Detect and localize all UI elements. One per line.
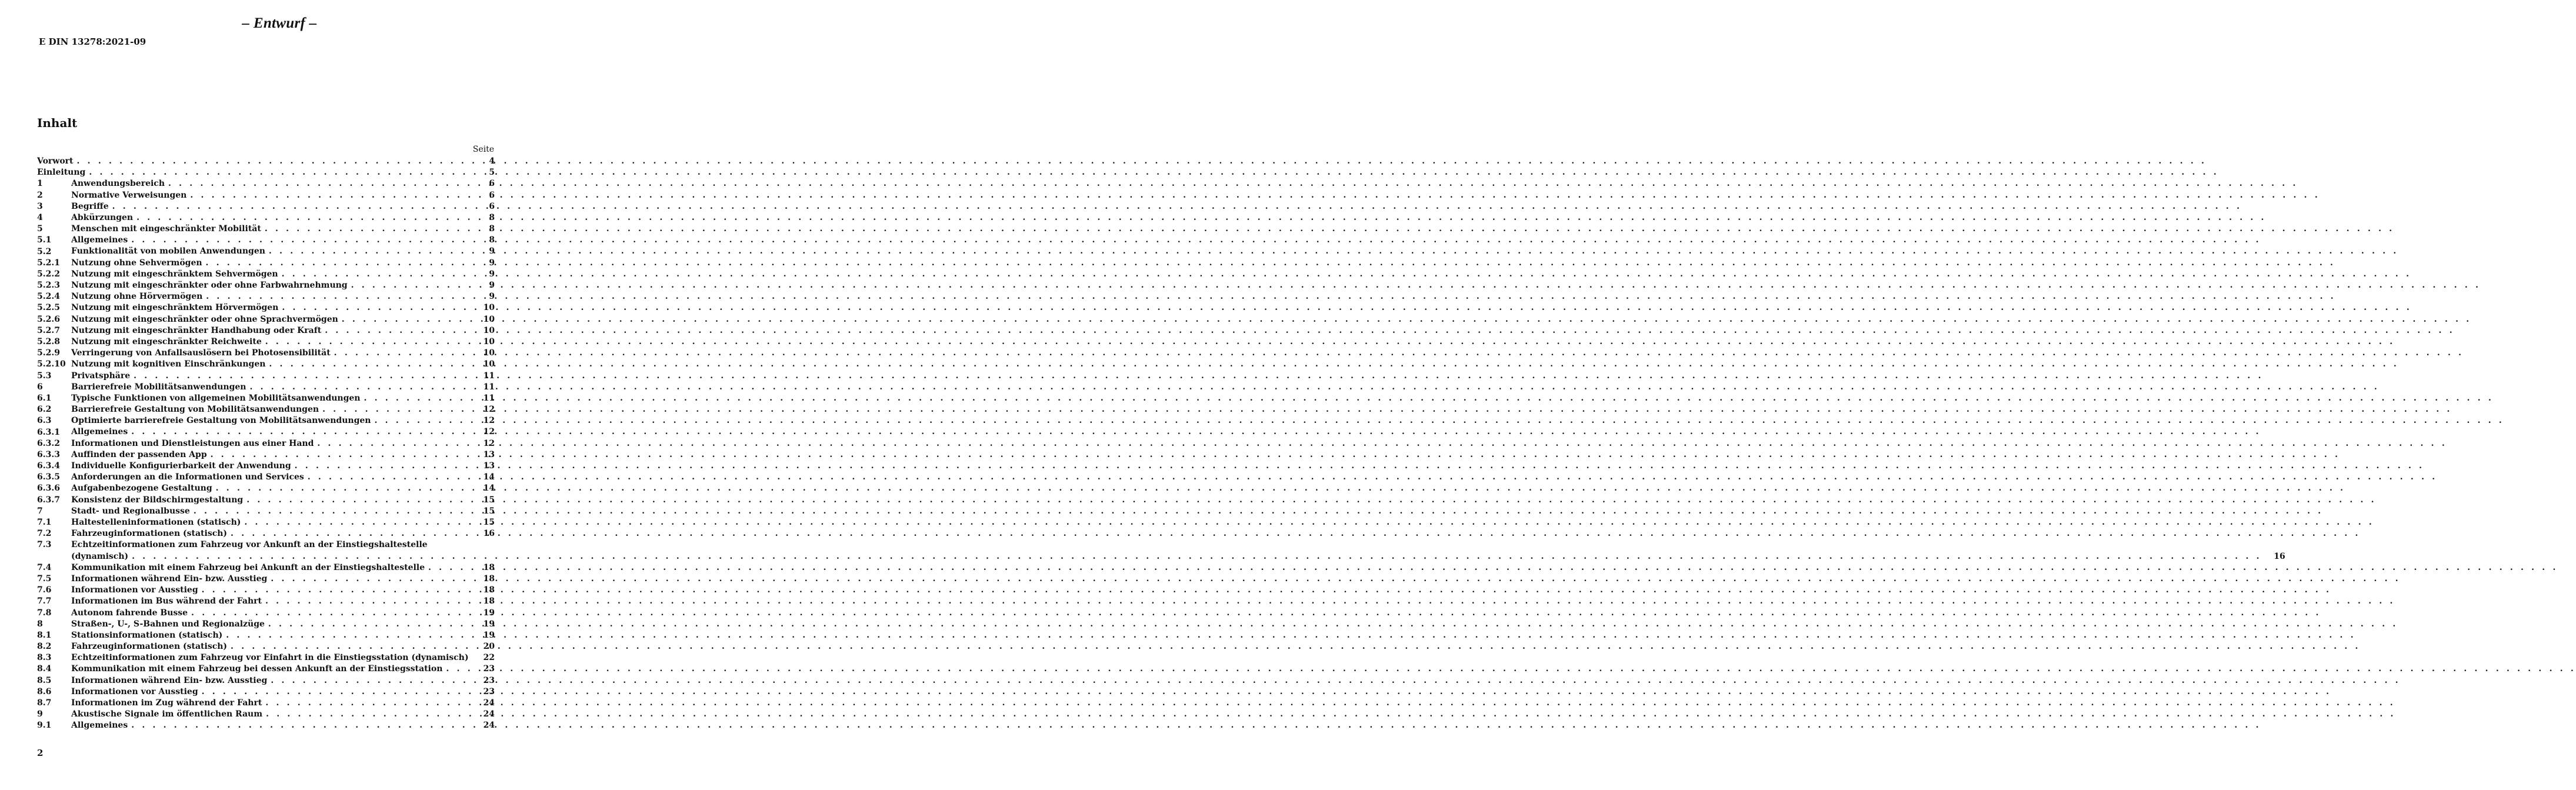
toc-entry-title: Privatsphäre — [71, 371, 131, 381]
toc-leader-dots — [206, 291, 2336, 302]
toc-entry-number: 7.3 — [37, 540, 52, 550]
toc-leader-dots — [249, 382, 2380, 393]
toc-leader-dots — [322, 404, 2452, 415]
toc-entry-page: 10 — [483, 359, 495, 369]
toc-entry-number: 8.4 — [37, 664, 52, 674]
toc-entry[interactable] — [37, 325, 495, 336]
toc-leader-dots — [202, 585, 2332, 596]
toc-entry-title: Normative Verweisungen — [71, 190, 187, 200]
toc-entry-number: 6 — [37, 382, 43, 392]
toc-entry-number: 5.2.3 — [37, 281, 60, 291]
toc-entry[interactable] — [37, 608, 495, 619]
toc-entry[interactable] — [37, 472, 495, 483]
toc-entry-title: Allgemeines — [71, 427, 128, 437]
toc-entry-title: Funktionalität von mobilen Anwendungen — [71, 246, 265, 256]
toc-entry-page: 18 — [483, 585, 495, 595]
toc-entry-page: 24 — [483, 698, 495, 708]
toc-entry-title: Informationen während Ein- bzw. Ausstieg — [71, 574, 268, 584]
toc-entry[interactable] — [37, 562, 495, 574]
toc-entry-page: 10 — [483, 348, 495, 358]
toc-entry[interactable] — [37, 698, 495, 709]
toc-leader-dots — [191, 608, 2321, 619]
toc-entry-title: Abkürzungen — [71, 212, 134, 222]
toc-entry[interactable] — [37, 291, 495, 302]
toc-leader-dots — [295, 461, 2425, 472]
toc-entry-number: 8.2 — [37, 642, 52, 652]
toc-entry-number: 8.7 — [37, 698, 52, 708]
toc-entry-page: 8 — [489, 212, 495, 222]
toc-leader-dots — [202, 686, 2332, 698]
toc-entry-number: 8 — [37, 619, 43, 629]
toc-entry-title: Einleitung — [37, 168, 86, 178]
toc-entry[interactable] — [37, 336, 495, 348]
toc-entry-title: Konsistenz der Bildschirmgestaltung — [71, 495, 244, 505]
toc-entry-title: Straßen-, U-, S-Bahnen und Regionalzüge — [71, 619, 265, 629]
toc-entry[interactable] — [37, 382, 495, 393]
toc-entry-number: 7.7 — [37, 596, 52, 606]
toc-leader-dots — [334, 348, 2464, 359]
toc-entry-page: 23 — [483, 664, 495, 674]
toc-entry-page: 11 — [483, 382, 495, 392]
toc-leader-dots — [268, 619, 2398, 630]
toc-entry-page: 18 — [483, 562, 495, 572]
toc-entry-page: 18 — [483, 574, 495, 584]
toc-entry[interactable] — [37, 212, 495, 224]
toc-leader-dots — [308, 472, 2438, 483]
toc-entry-number: 6.3.5 — [37, 472, 60, 482]
toc-entry-title: Menschen mit eingeschränkter Mobilität — [71, 224, 261, 234]
toc-leader-dots — [206, 258, 2336, 269]
toc-entry-page: 19 — [483, 608, 495, 618]
toc-entry[interactable] — [37, 201, 495, 212]
toc-entry-title: Nutzung mit eingeschränkter Reichweite — [71, 336, 262, 346]
toc-entry-title: Vorwort — [37, 156, 74, 166]
toc-entry-number: 7 — [37, 506, 43, 516]
toc-entry-number: 6.3.2 — [37, 438, 60, 448]
toc-entry[interactable] — [37, 190, 495, 201]
toc-entry[interactable] — [37, 619, 495, 630]
toc-leader-dots — [351, 280, 2481, 291]
toc-entry-title: Anwendungsbereich — [71, 179, 165, 189]
toc-leader-dots — [269, 246, 2399, 257]
toc-entry-number: 5.2.2 — [37, 269, 60, 279]
toc-entry[interactable] — [37, 483, 495, 494]
toc-leader-dots — [374, 415, 2504, 426]
toc-entry-number: 6.2 — [37, 405, 52, 415]
toc-entry-title: Optimierte barrierefreie Gestaltung von Mobilitätsanwendungen — [71, 416, 371, 426]
table-of-contents — [37, 156, 2285, 732]
toc-entry-page: 22 — [483, 653, 495, 663]
toc-entry-page: 8 — [489, 235, 495, 245]
toc-leader-dots — [216, 483, 2346, 494]
toc-entry[interactable] — [37, 630, 495, 641]
toc-entry-number: 3 — [37, 201, 43, 211]
toc-entry-number: 1 — [37, 179, 43, 189]
toc-entry-title: Nutzung mit eingeschränkter Handhabung oder Kraft — [71, 325, 322, 335]
toc-entry[interactable] — [37, 438, 495, 449]
page-column-label: Seite — [472, 145, 494, 154]
toc-leader-dots — [131, 235, 2261, 246]
toc-entry-title: Allgemeines — [71, 235, 128, 245]
toc-entry-title: Individuelle Konfigurierbarkeit der Anwendung — [71, 461, 291, 471]
toc-leader-dots — [282, 302, 2412, 314]
toc-entry-title: Fahrzeuginformationen (statisch) — [71, 642, 228, 652]
toc-entry[interactable] — [37, 517, 495, 528]
toc-entry-page: 4 — [489, 156, 495, 166]
toc-entry-page: 11 — [483, 371, 495, 381]
toc-leader-dots — [226, 630, 2356, 641]
toc-entry[interactable] — [37, 415, 495, 426]
toc-leader-dots — [271, 574, 2401, 585]
toc-entry[interactable] — [37, 167, 495, 178]
toc-entry-title: Informationen während Ein- bzw. Ausstieg — [71, 675, 268, 685]
toc-leader-dots — [265, 596, 2395, 607]
toc-entry-title: Fahrzeuginformationen (statisch) — [71, 529, 228, 539]
toc-leader-dots — [269, 359, 2399, 370]
toc-entry-number: 5.3 — [37, 371, 52, 381]
toc-entry-number: 6.3.4 — [37, 461, 60, 471]
toc-entry-number: 9 — [37, 709, 43, 719]
toc-entry-title: Autonom fahrende Busse — [71, 608, 188, 618]
toc-entry-title: Informationen vor Ausstieg — [71, 686, 198, 696]
toc-entry[interactable] — [37, 302, 495, 314]
toc-entry-number: 4 — [37, 212, 43, 222]
toc-entry-page: 10 — [483, 314, 495, 324]
toc-entry-page: 9 — [489, 292, 495, 302]
toc-entry-title: Haltestelleninformationen (statisch) — [71, 517, 241, 527]
toc-entry-number: 5.2.4 — [37, 292, 60, 302]
toc-entry-number: 7.5 — [37, 574, 52, 584]
toc-entry-page: 19 — [483, 630, 495, 640]
toc-entry[interactable] — [37, 224, 495, 235]
toc-entry-page: 10 — [483, 336, 495, 346]
toc-entry[interactable] — [37, 280, 495, 291]
toc-entry-page: 24 — [483, 709, 495, 719]
toc-leader-dots — [446, 664, 2576, 675]
toc-entry[interactable] — [37, 246, 495, 258]
toc-entry-title: Echtzeitinformationen zum Fahrzeug vor Einfahrt in die Einstiegsstation (dynamisch) — [71, 653, 469, 663]
toc-heading: Inhalt — [37, 116, 78, 130]
toc-entry-page: 9 — [489, 258, 495, 268]
toc-entry-page: 15 — [483, 495, 495, 505]
toc-entry-title: Nutzung mit eingeschränkter oder ohne Sprachvermögen — [71, 314, 338, 324]
toc-entry-page: 12 — [483, 416, 495, 426]
toc-leader-dots — [325, 325, 2455, 336]
toc-entry-number: 5.2.5 — [37, 303, 60, 313]
toc-entry[interactable] — [37, 539, 2285, 562]
toc-entry[interactable] — [37, 506, 495, 517]
toc-leader-dots — [231, 528, 2361, 539]
toc-entry-title: Akustische Signale im öffentlichen Raum — [71, 709, 263, 719]
toc-entry-number: 2 — [37, 190, 43, 200]
toc-leader-dots — [342, 314, 2472, 325]
toc-entry-page: 12 — [483, 438, 495, 448]
toc-entry-page: 8 — [489, 224, 495, 234]
footer-page-number: 2 — [37, 748, 44, 758]
toc-entry-number: 7.4 — [37, 562, 52, 572]
toc-entry-page: 15 — [483, 517, 495, 527]
toc-entry[interactable] — [37, 709, 495, 720]
toc-entry-page: 13 — [483, 449, 495, 459]
toc-entry-number: 8.6 — [37, 686, 52, 696]
toc-entry-page: 23 — [483, 675, 495, 685]
toc-entry-number: 8.5 — [37, 675, 52, 685]
toc-entry-number: 6.3.7 — [37, 495, 60, 505]
toc-leader-dots — [194, 506, 2324, 517]
document-id: E DIN 13278:2021-09 — [39, 36, 146, 47]
toc-entry[interactable] — [37, 596, 495, 607]
toc-entry-title: Barrierefreie Mobilitätsanwendungen — [71, 382, 246, 392]
toc-leader-dots — [132, 551, 2262, 562]
toc-entry[interactable] — [37, 664, 495, 675]
toc-entry[interactable] — [37, 404, 495, 415]
toc-entry-title: Informationen im Zug während der Fahrt — [71, 698, 262, 708]
toc-entry[interactable] — [37, 495, 495, 506]
toc-entry-title: Anforderungen an die Informationen und Services — [71, 472, 304, 482]
toc-entry-number: 6.3.3 — [37, 449, 60, 459]
toc-entry-page: 23 — [483, 686, 495, 696]
toc-entry-page: 16 — [483, 529, 495, 539]
toc-entry[interactable] — [37, 371, 495, 382]
toc-entry[interactable] — [37, 359, 495, 370]
toc-entry-page: 12 — [483, 427, 495, 437]
toc-entry-page: 18 — [483, 596, 495, 606]
toc-entry-number: 6.3 — [37, 416, 52, 426]
toc-entry-title: Aufgabenbezogene Gestaltung — [71, 484, 212, 494]
toc-leader-dots — [77, 156, 2207, 167]
toc-entry-number: 5.2.6 — [37, 314, 60, 324]
toc-entry[interactable] — [37, 156, 495, 167]
toc-entry-page: 14 — [483, 472, 495, 482]
toc-entry-number: 5.2.1 — [37, 258, 60, 268]
toc-entry-title: Informationen im Bus während der Fahrt — [71, 596, 262, 606]
toc-entry-title: Nutzung mit eingeschränkter oder ohne Farbwahrnehmung — [71, 281, 348, 291]
toc-entry-title: Stadt- und Regionalbusse — [71, 506, 190, 516]
toc-entry[interactable] — [37, 686, 495, 698]
toc-entry-number: 7.8 — [37, 608, 52, 618]
toc-entry-page: 11 — [483, 393, 495, 403]
toc-entry[interactable] — [37, 348, 495, 359]
toc-entry-title: Begriffe — [71, 201, 109, 211]
toc-entry-page: 9 — [489, 246, 495, 256]
toc-leader-dots — [131, 720, 2261, 731]
toc-leader-dots — [211, 449, 2341, 461]
toc-leader-dots — [136, 212, 2267, 224]
toc-entry-title: Typische Funktionen von allgemeinen Mobilitätsanwendungen — [71, 393, 361, 403]
toc-entry-page: 12 — [483, 405, 495, 415]
toc-leader-dots — [265, 224, 2395, 235]
toc-entry[interactable] — [37, 178, 495, 189]
toc-entry-title: Informationen vor Ausstieg — [71, 585, 198, 595]
toc-entry-number: 7.1 — [37, 518, 52, 527]
toc-entry-title: Nutzung mit eingeschränktem Hörvermögen — [71, 303, 279, 313]
toc-entry-title: Nutzung ohne Hörvermögen — [71, 292, 203, 302]
toc-entry[interactable] — [37, 269, 495, 280]
toc-entry-title: Nutzung ohne Sehvermögen — [71, 258, 202, 268]
toc-entry-page: 6 — [489, 201, 495, 211]
toc-entry-number: 5.1 — [37, 235, 52, 245]
toc-entry-page: 10 — [483, 303, 495, 313]
toc-entry-number: 6.3.1 — [37, 427, 60, 437]
toc-leader-dots — [265, 698, 2395, 709]
toc-entry-page: 6 — [489, 190, 495, 200]
toc-leader-dots — [244, 517, 2374, 528]
toc-entry-title: Verringerung von Anfallsauslösern bei Photosensibilität — [71, 348, 331, 358]
toc-entry[interactable] — [37, 314, 495, 325]
toc-entry-number: 7.6 — [37, 585, 52, 595]
toc-leader-dots — [246, 495, 2377, 506]
toc-entry[interactable] — [37, 461, 495, 472]
toc-entry-title: Stationsinformationen (statisch) — [71, 630, 223, 640]
toc-entry-page: 9 — [489, 281, 495, 291]
toc-entry[interactable] — [37, 641, 495, 652]
toc-entry-page: 9 — [489, 269, 495, 279]
toc-entry[interactable] — [37, 393, 495, 404]
toc-entry-number: 5.2.10 — [37, 359, 66, 369]
toc-leader-dots — [190, 190, 2320, 201]
toc-leader-dots — [271, 675, 2401, 686]
toc-entry-page: 20 — [483, 642, 495, 652]
toc-entry-title: Barrierefreie Gestaltung von Mobilitätsanwendungen — [71, 405, 319, 415]
toc-entry-title: Informationen und Dienstleistungen aus einer Hand — [71, 438, 314, 448]
toc-entry-title: Kommunikation mit einem Fahrzeug bei Ankunft an der Einstiegshaltestelle — [71, 562, 425, 572]
toc-entry-number: 5.2.9 — [37, 348, 60, 358]
toc-entry-number: 6.3.6 — [37, 484, 60, 494]
toc-entry[interactable] — [37, 449, 495, 461]
toc-entry-title: Auffinden der passenden App — [71, 449, 207, 459]
toc-leader-dots — [131, 426, 2261, 438]
toc-entry-page: 13 — [483, 461, 495, 471]
toc-entry-title: Allgemeines — [71, 721, 128, 731]
toc-entry[interactable] — [37, 720, 495, 731]
toc-entry[interactable] — [37, 427, 495, 438]
toc-leader-dots — [428, 562, 2558, 574]
toc-leader-dots — [231, 641, 2361, 652]
toc-leader-dots — [317, 438, 2447, 449]
toc-entry[interactable] — [37, 585, 495, 596]
toc-entry[interactable] — [37, 652, 495, 664]
toc-entry-page: 16 — [2274, 551, 2285, 561]
toc-leader-dots — [266, 709, 2396, 720]
toc-entry-number: 8.1 — [37, 630, 52, 640]
draft-label: – Entwurf – — [242, 15, 317, 31]
toc-leader-dots — [364, 393, 2494, 404]
toc-entry-number: 7.2 — [37, 529, 52, 539]
toc-entry-title: Nutzung mit eingeschränktem Sehvermögen — [71, 269, 278, 279]
toc-leader-dots — [265, 336, 2395, 348]
toc-entry[interactable] — [37, 235, 495, 246]
toc-leader-dots — [112, 201, 2242, 212]
toc-entry-number: 5.2.8 — [37, 337, 60, 346]
toc-entry-title: Kommunikation mit einem Fahrzeug bei dessen Ankunft an der Einstiegsstation — [71, 664, 443, 674]
toc-entry[interactable] — [37, 528, 495, 539]
toc-entry-page: 10 — [483, 325, 495, 335]
toc-entry-number: 5.2 — [37, 246, 52, 256]
toc-entry-number: 5 — [37, 224, 43, 234]
toc-leader-dots — [89, 167, 2219, 178]
toc-entry-title-continued: (dynamisch) — [71, 551, 129, 561]
toc-entry-number: 9.1 — [37, 721, 52, 731]
toc-entry-title: Nutzung mit kognitiven Einschränkungen — [71, 359, 266, 369]
toc-entry-number: 8.3 — [37, 653, 52, 663]
toc-leader-dots — [282, 269, 2412, 280]
toc-entry-title: Echtzeitinformationen zum Fahrzeug vor Ankunft an der Einstiegshaltestelle — [71, 540, 428, 550]
toc-entry-number: 5.2.7 — [37, 325, 60, 335]
toc-entry[interactable] — [37, 258, 495, 269]
toc-entry-page: 6 — [489, 179, 495, 189]
toc-entry-number: 6.1 — [37, 393, 52, 403]
toc-entry-page: 5 — [489, 168, 495, 178]
toc-entry-page: 19 — [483, 619, 495, 629]
toc-leader-dots — [134, 371, 2264, 382]
toc-entry[interactable] — [37, 574, 495, 585]
toc-entry-page: 24 — [483, 721, 495, 731]
toc-entry-page: 15 — [483, 506, 495, 516]
toc-entry[interactable] — [37, 675, 495, 686]
toc-entry-page: 14 — [483, 484, 495, 494]
